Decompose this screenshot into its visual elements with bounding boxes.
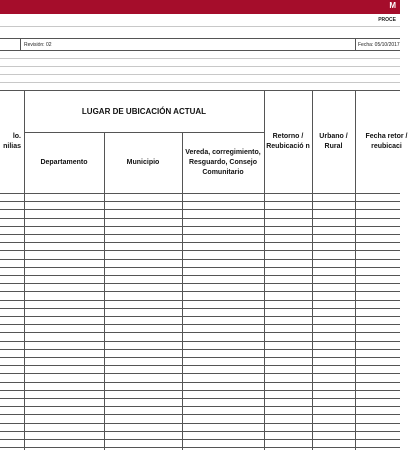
- table-row[interactable]: [0, 431, 400, 432]
- col-familias-header: [0, 90, 24, 193]
- table-row[interactable]: [0, 242, 400, 243]
- sheet-gridline: [0, 58, 400, 59]
- cell-border: [355, 38, 356, 50]
- table-row[interactable]: [0, 341, 400, 342]
- col-municipio-header: Municipio: [126, 159, 160, 166]
- table-row[interactable]: [0, 406, 400, 407]
- table-row[interactable]: [0, 226, 400, 227]
- group-header-ubicacion: LUGAR DE UBICACIÓN ACTUAL: [81, 106, 207, 116]
- sheet-gridline: [0, 38, 400, 39]
- sheet-gridline: [0, 26, 400, 27]
- table-row[interactable]: [0, 365, 400, 366]
- table-row[interactable]: [0, 414, 400, 415]
- sheet-gridline: [0, 50, 400, 51]
- table-row[interactable]: [0, 209, 400, 210]
- col-vereda-header: Vereda, corregimiento, Resguardo, Consejo Comunitario: [185, 148, 261, 176]
- revision-label: Revisión: 02: [24, 42, 52, 48]
- table-row[interactable]: [0, 201, 400, 202]
- title-fragment: M: [389, 1, 396, 10]
- procedure-label: PROCE: [378, 17, 396, 23]
- table-row[interactable]: [0, 234, 400, 235]
- table-row[interactable]: [0, 357, 400, 358]
- table-row[interactable]: [0, 218, 400, 219]
- table-row[interactable]: [0, 398, 400, 399]
- table-row[interactable]: [0, 332, 400, 333]
- table-row[interactable]: [0, 439, 400, 440]
- table-row[interactable]: [0, 300, 400, 301]
- table-row[interactable]: [0, 275, 400, 276]
- table-row[interactable]: [0, 390, 400, 391]
- table-row[interactable]: [0, 259, 400, 260]
- title-bar: [0, 0, 400, 14]
- table-row[interactable]: [0, 349, 400, 350]
- table-row[interactable]: [0, 291, 400, 292]
- table-row[interactable]: [0, 308, 400, 309]
- table-row[interactable]: [0, 447, 400, 448]
- sheet-gridline: [0, 82, 400, 83]
- table-row[interactable]: [0, 283, 400, 284]
- sheet-gridline: [0, 74, 400, 75]
- table-row[interactable]: [0, 324, 400, 325]
- col-urbano-header: Urbano / Rural: [319, 132, 348, 150]
- col-fecha-header: Fecha retor / reubicaci: [365, 132, 408, 150]
- table-row[interactable]: [0, 382, 400, 383]
- col-departamento-header: Departamento: [40, 159, 88, 166]
- fecha-label: Fecha: 05/10/2017: [358, 42, 400, 48]
- col-retorno-header: Retorno / Reubicació n: [266, 132, 310, 150]
- col-familias-text: lo. nilias: [3, 132, 21, 150]
- table-row[interactable]: [0, 267, 400, 268]
- table-row[interactable]: [0, 316, 400, 317]
- header-bottom-border: [0, 193, 400, 194]
- table-row[interactable]: [0, 250, 400, 251]
- sheet-gridline: [0, 66, 400, 67]
- table-row[interactable]: [0, 423, 400, 424]
- table-row[interactable]: [0, 373, 400, 374]
- cell-border: [20, 38, 21, 50]
